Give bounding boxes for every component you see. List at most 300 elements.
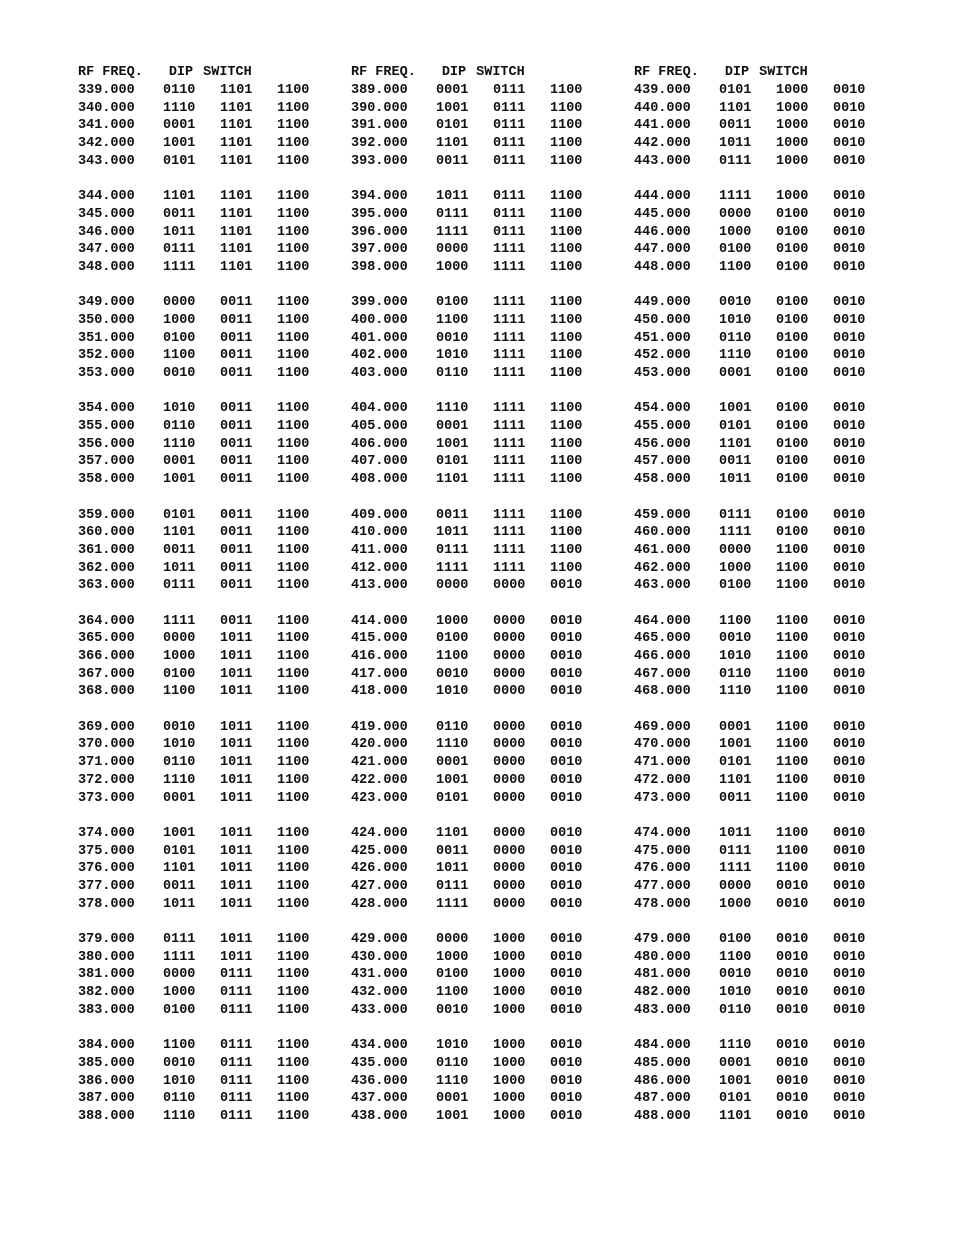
rf-freq-cell: 475.000 (634, 843, 691, 859)
dip-switch-bank-2: 1000 (493, 1091, 526, 1107)
dip-switch-bank-3: 1100 (550, 330, 583, 346)
table-row (634, 931, 890, 949)
dip-switch-bank-2: 0100 (776, 472, 809, 488)
row-group (78, 825, 334, 913)
dip-switch-bank-2: 1111 (493, 259, 526, 275)
dip-switch-bank-3: 1100 (277, 206, 310, 222)
table-row (634, 400, 890, 418)
table-row (634, 259, 890, 277)
table-row (351, 453, 607, 471)
dip-switch-bank-1: 1011 (436, 861, 469, 877)
table-row (78, 736, 334, 754)
table-row (351, 1073, 607, 1091)
table-row (351, 542, 607, 560)
dip-switch-bank-1: 1101 (163, 189, 196, 205)
dip-switch-bank-1: 0101 (436, 118, 469, 134)
table-row (634, 1073, 890, 1091)
table-row (634, 542, 890, 560)
rf-freq-cell: 339.000 (78, 83, 135, 98)
rf-freq-cell: 400.000 (351, 312, 408, 328)
dip-switch-bank-3: 1100 (277, 312, 310, 328)
dip-switch-bank-3: 0010 (833, 790, 866, 806)
rf-freq-cell: 402.000 (351, 348, 408, 364)
dip-switch-bank-2: 1000 (493, 932, 526, 947)
row-group (351, 1037, 607, 1125)
dip-switch-bank-1: 0101 (163, 153, 196, 169)
table-row (78, 153, 334, 171)
dip-switch-bank-2: 0111 (493, 189, 526, 205)
rf-freq-cell: 364.000 (78, 613, 135, 629)
table-row (351, 206, 607, 224)
dip-switch-bank-2: 1000 (493, 1002, 526, 1018)
rf-freq-cell: 459.000 (634, 507, 691, 523)
table-row (78, 754, 334, 772)
dip-switch-bank-2: 1100 (776, 649, 809, 664)
rf-freq-cell: 407.000 (351, 454, 408, 470)
dip-switch-bank-2: 1101 (220, 100, 253, 116)
table-row (351, 560, 607, 578)
dip-switch-bank-2: 1011 (220, 666, 253, 682)
rf-freq-cell: 389.000 (351, 83, 408, 98)
table-row (78, 896, 334, 914)
rf-freq-cell: 414.000 (351, 613, 408, 629)
table-row (351, 931, 607, 949)
rf-freq-cell: 420.000 (351, 737, 408, 753)
dip-switch-bank-3: 0010 (833, 312, 866, 328)
dip-switch-bank-2: 0000 (493, 737, 526, 753)
rf-freq-cell: 403.000 (351, 366, 408, 381)
dip-switch-bank-1: 0001 (163, 118, 196, 134)
table-row (634, 312, 890, 330)
dip-switch-bank-2: 1000 (776, 189, 809, 205)
table-row (351, 825, 607, 843)
rf-freq-cell: 480.000 (634, 949, 691, 965)
table-row (78, 1108, 334, 1126)
dip-switch-bank-1: 1100 (719, 949, 752, 965)
rf-freq-cell: 424.000 (351, 825, 408, 841)
rf-freq-cell: 483.000 (634, 1002, 691, 1018)
dip-switch-bank-3: 1100 (277, 1002, 310, 1018)
table-row (351, 860, 607, 878)
dip-switch-bank-1: 1000 (719, 224, 752, 240)
table-row (634, 294, 890, 312)
table-row (634, 966, 890, 984)
table-row (351, 100, 607, 118)
table-row (78, 560, 334, 578)
dip-switch-bank-1: 1011 (163, 224, 196, 240)
dip-switch-bank-3: 1100 (277, 1073, 310, 1089)
dip-switch-bank-2: 1101 (220, 189, 253, 205)
rf-freq-cell: 482.000 (634, 985, 691, 1001)
table-row (78, 507, 334, 525)
dip-switch-bank-1: 0110 (163, 419, 196, 435)
dip-switch-bank-3: 1100 (550, 206, 583, 222)
dip-switch-bank-3: 0010 (833, 772, 866, 788)
rf-freq-cell: 481.000 (634, 967, 691, 983)
table-row (78, 966, 334, 984)
dip-switch-bank-2: 0100 (776, 242, 809, 258)
dip-switch-bank-1: 1011 (436, 525, 469, 541)
dip-switch-bank-1: 0110 (163, 755, 196, 771)
dip-switch-bank-2: 1000 (493, 967, 526, 983)
dip-switch-bank-3: 1100 (550, 242, 583, 258)
dip-switch-bank-1: 1101 (719, 1108, 752, 1124)
dip-switch-bank-3: 1100 (277, 1038, 310, 1054)
dip-switch-bank-3: 1100 (277, 295, 310, 311)
dip-switch-bank-1: 0110 (163, 83, 196, 98)
rf-freq-cell: 416.000 (351, 649, 408, 664)
dip-switch-bank-1: 0111 (163, 932, 196, 947)
dip-switch-bank-3: 1100 (277, 436, 310, 452)
dip-switch-bank-3: 1100 (277, 985, 310, 1001)
dip-switch-bank-3: 1100 (277, 613, 310, 629)
table-row (634, 896, 890, 914)
table-row (351, 135, 607, 153)
column-header (634, 64, 890, 82)
dip-switch-bank-1: 1100 (719, 613, 752, 629)
dip-switch-bank-2: 0000 (493, 790, 526, 806)
dip-switch-bank-1: 0110 (436, 1055, 469, 1071)
rf-freq-cell: 345.000 (78, 206, 135, 222)
table-row (78, 648, 334, 666)
dip-switch-bank-2: 1100 (776, 772, 809, 788)
dip-switch-bank-3: 1100 (277, 401, 310, 417)
dip-switch-bank-3: 0010 (833, 401, 866, 417)
dip-switch-bank-1: 1110 (163, 436, 196, 452)
rf-freq-cell: 369.000 (78, 719, 135, 735)
table-row (351, 117, 607, 135)
dip-switch-bank-2: 0010 (776, 949, 809, 965)
dip-switch-bank-1: 0011 (719, 454, 752, 470)
table-row (78, 453, 334, 471)
row-group (78, 931, 334, 1019)
dip-switch-bank-2: 1111 (493, 330, 526, 346)
dip-switch-bank-1: 1100 (436, 649, 469, 664)
dip-switch-bank-1: 0110 (719, 1002, 752, 1018)
dip-switch-bank-2: 1100 (776, 666, 809, 682)
dip-switch-bank-3: 0010 (550, 1038, 583, 1054)
dip-switch-bank-3: 1100 (277, 631, 310, 647)
rf-freq-cell: 353.000 (78, 366, 135, 381)
dip-switch-bank-2: 0011 (220, 366, 253, 381)
dip-switch-bank-1: 0111 (719, 153, 752, 169)
table-row (351, 82, 607, 100)
dip-switch-bank-1: 1010 (719, 312, 752, 328)
dip-switch-bank-1: 0101 (436, 454, 469, 470)
dip-switch-bank-2: 1111 (493, 436, 526, 452)
table-row (351, 577, 607, 595)
dip-switch-bank-2: 1011 (220, 649, 253, 664)
rf-freq-cell: 356.000 (78, 436, 135, 452)
table-row (78, 100, 334, 118)
rf-freq-cell: 387.000 (78, 1091, 135, 1107)
table-row (634, 560, 890, 578)
dip-switch-bank-3: 1100 (550, 401, 583, 417)
dip-switch-bank-1: 1010 (436, 684, 469, 700)
table-row (634, 772, 890, 790)
row-group (634, 82, 890, 170)
rf-freq-cell: 445.000 (634, 206, 691, 222)
dip-switch-bank-1: 0011 (719, 118, 752, 134)
dip-switch-bank-2: 0000 (493, 861, 526, 877)
dip-switch-bank-3: 1100 (277, 1108, 310, 1124)
dip-switch-bank-2: 1100 (776, 825, 809, 841)
table-row (78, 400, 334, 418)
dip-switch-bank-1: 1010 (436, 1038, 469, 1054)
dip-switch-bank-1: 1111 (719, 525, 752, 541)
rf-freq-cell: 450.000 (634, 312, 691, 328)
dip-switch-bank-3: 0010 (550, 684, 583, 700)
dip-switch-bank-2: 0010 (776, 1108, 809, 1124)
dip-switch-bank-2: 0111 (220, 967, 253, 983)
dip-switch-bank-3: 0010 (550, 1108, 583, 1124)
table-row (634, 736, 890, 754)
dip-switch-bank-3: 0010 (550, 843, 583, 859)
dip-switch-bank-2: 0011 (220, 348, 253, 364)
dip-switch-bank-1: 1111 (719, 189, 752, 205)
dip-switch-bank-2: 1000 (776, 83, 809, 98)
dip-header: DIP (441, 65, 467, 80)
dip-switch-bank-3: 0010 (550, 1073, 583, 1089)
rf-freq-cell: 372.000 (78, 772, 135, 788)
dip-switch-bank-2: 0010 (776, 1038, 809, 1054)
table-row (78, 1055, 334, 1073)
table-row (78, 82, 334, 100)
dip-switch-bank-3: 1100 (277, 666, 310, 682)
table-row (634, 153, 890, 171)
dip-switch-bank-3: 1100 (550, 312, 583, 328)
rf-freq-cell: 418.000 (351, 684, 408, 700)
rf-freq-cell: 469.000 (634, 719, 691, 735)
dip-switch-bank-1: 1111 (436, 896, 469, 912)
dip-switch-bank-2: 1101 (220, 153, 253, 169)
dip-switch-bank-3: 0010 (833, 153, 866, 169)
dip-switch-bank-3: 0010 (833, 967, 866, 983)
table-row (78, 330, 334, 348)
dip-switch-bank-1: 0000 (163, 295, 196, 311)
rf-freq-cell: 355.000 (78, 419, 135, 435)
dip-switch-bank-1: 0100 (719, 932, 752, 947)
dip-switch-bank-3: 1100 (277, 224, 310, 240)
row-group (78, 188, 334, 276)
table-row (351, 719, 607, 737)
dip-switch-bank-2: 0011 (220, 312, 253, 328)
dip-switch-bank-2: 0111 (493, 153, 526, 169)
dip-switch-bank-3: 1100 (277, 843, 310, 859)
dip-switch-bank-2: 1000 (493, 1038, 526, 1054)
rf-freq-cell: 344.000 (78, 189, 135, 205)
dip-switch-bank-2: 0011 (220, 295, 253, 311)
table-row (634, 613, 890, 631)
dip-switch-bank-2: 1000 (493, 1108, 526, 1124)
table-row (351, 790, 607, 808)
dip-switch-bank-3: 1100 (277, 772, 310, 788)
dip-switch-bank-1: 1110 (163, 100, 196, 116)
dip-switch-bank-2: 1101 (220, 242, 253, 258)
dip-switch-bank-2: 1101 (220, 118, 253, 134)
dip-switch-bank-1: 0010 (163, 366, 196, 381)
dip-switch-bank-3: 0010 (550, 719, 583, 735)
rf-freq-cell: 421.000 (351, 755, 408, 771)
rf-freq-cell: 359.000 (78, 507, 135, 523)
table-row (634, 135, 890, 153)
row-group (351, 613, 607, 701)
table-row (634, 630, 890, 648)
dip-switch-bank-1: 1101 (436, 136, 469, 152)
dip-switch-bank-3: 1100 (277, 100, 310, 116)
dip-switch-bank-3: 0010 (833, 578, 866, 594)
table-row (634, 418, 890, 436)
table-row (351, 896, 607, 914)
dip-switch-bank-3: 1100 (277, 242, 310, 258)
dip-switch-bank-2: 0000 (493, 684, 526, 700)
dip-switch-bank-2: 0011 (220, 507, 253, 523)
dip-switch-bank-1: 1010 (163, 737, 196, 753)
dip-switch-bank-1: 0111 (719, 507, 752, 523)
rf-freq-cell: 383.000 (78, 1002, 135, 1018)
table-row (78, 860, 334, 878)
dip-switch-bank-3: 0010 (833, 666, 866, 682)
table-row (634, 577, 890, 595)
dip-switch-bank-1: 0000 (163, 967, 196, 983)
row-group (634, 188, 890, 276)
dip-switch-bank-1: 0001 (163, 790, 196, 806)
dip-switch-bank-2: 1011 (220, 755, 253, 771)
table-row (634, 949, 890, 967)
dip-switch-bank-1: 0100 (436, 967, 469, 983)
dip-switch-bank-1: 0100 (719, 578, 752, 594)
dip-switch-bank-2: 0100 (776, 525, 809, 541)
dip-switch-bank-2: 1011 (220, 719, 253, 735)
dip-switch-bank-1: 1000 (163, 312, 196, 328)
rf-freq-cell: 365.000 (78, 631, 135, 647)
rf-freq-cell: 457.000 (634, 454, 691, 470)
dip-switch-bank-1: 1111 (436, 224, 469, 240)
rf-freq-cell: 456.000 (634, 436, 691, 452)
rf-freq-cell: 462.000 (634, 560, 691, 576)
dip-switch-bank-2: 0111 (220, 1002, 253, 1018)
dip-switch-bank-1: 0110 (719, 330, 752, 346)
rf-freq-cell: 474.000 (634, 825, 691, 841)
rf-freq-cell: 442.000 (634, 136, 691, 152)
rf-freq-cell: 411.000 (351, 542, 408, 558)
dip-switch-bank-2: 1000 (493, 985, 526, 1001)
table-row (351, 878, 607, 896)
dip-switch-bank-1: 0111 (436, 878, 469, 894)
table-row (351, 330, 607, 348)
dip-switch-bank-3: 1100 (277, 259, 310, 275)
dip-switch-bank-1: 0100 (163, 330, 196, 346)
row-group (78, 719, 334, 807)
dip-switch-bank-3: 1100 (277, 83, 310, 98)
dip-switch-bank-2: 0111 (493, 100, 526, 116)
dip-switch-bank-2: 0000 (493, 825, 526, 841)
dip-switch-bank-3: 0010 (833, 843, 866, 859)
dip-switch-bank-2: 0010 (776, 1091, 809, 1107)
dip-switch-bank-2: 0111 (220, 1038, 253, 1054)
table-row (351, 188, 607, 206)
table-row (634, 984, 890, 1002)
dip-switch-bank-2: 0010 (776, 896, 809, 912)
dip-switch-bank-2: 0010 (776, 985, 809, 1001)
table-row (78, 259, 334, 277)
dip-switch-bank-3: 0010 (833, 366, 866, 381)
dip-switch-bank-1: 1000 (163, 649, 196, 664)
dip-switch-bank-2: 0100 (776, 224, 809, 240)
rf-freq-cell: 446.000 (634, 224, 691, 240)
dip-switch-bank-1: 0000 (436, 932, 469, 947)
dip-switch-bank-1: 1011 (163, 896, 196, 912)
dip-switch-bank-1: 1101 (163, 861, 196, 877)
rf-freq-cell: 395.000 (351, 206, 408, 222)
dip-switch-bank-3: 0010 (550, 985, 583, 1001)
dip-switch-bank-1: 0101 (719, 755, 752, 771)
dip-switch-bank-3: 1100 (277, 454, 310, 470)
rf-freq-cell: 440.000 (634, 100, 691, 116)
dip-switch-bank-3: 0010 (550, 967, 583, 983)
table-row (78, 630, 334, 648)
dip-switch-bank-2: 1111 (493, 401, 526, 417)
dip-switch-bank-1: 0110 (436, 366, 469, 381)
dip-switch-bank-2: 0000 (493, 755, 526, 771)
table-row (634, 648, 890, 666)
dip-switch-bank-2: 0100 (776, 348, 809, 364)
rf-freq-cell: 485.000 (634, 1055, 691, 1071)
table-row (78, 772, 334, 790)
dip-switch-bank-2: 1111 (493, 507, 526, 523)
dip-switch-bank-2: 1100 (776, 578, 809, 594)
freq-table-column-2 (351, 64, 607, 1143)
dip-switch-bank-3: 0010 (833, 932, 866, 947)
table-row (78, 666, 334, 684)
dip-switch-bank-1: 0001 (163, 454, 196, 470)
table-row (78, 1037, 334, 1055)
dip-switch-bank-3: 1100 (277, 330, 310, 346)
dip-switch-bank-1: 1101 (436, 825, 469, 841)
dip-switch-bank-1: 1001 (719, 737, 752, 753)
dip-switch-bank-2: 1111 (493, 348, 526, 364)
dip-switch-bank-1: 0011 (163, 206, 196, 222)
table-row (78, 312, 334, 330)
dip-switch-bank-1: 0100 (719, 242, 752, 258)
dip-switch-bank-2: 1111 (493, 312, 526, 328)
dip-switch-bank-3: 0010 (833, 1002, 866, 1018)
table-row (634, 471, 890, 489)
dip-switch-bank-3: 1100 (277, 153, 310, 169)
rf-freq-cell: 427.000 (351, 878, 408, 894)
dip-switch-bank-1: 0011 (436, 507, 469, 523)
dip-switch-bank-1: 1001 (719, 1073, 752, 1089)
dip-switch-bank-1: 1100 (163, 1038, 196, 1054)
table-row (634, 1037, 890, 1055)
dip-switch-bank-2: 0011 (220, 472, 253, 488)
dip-switch-bank-1: 0010 (163, 1055, 196, 1071)
rf-freq-cell: 375.000 (78, 843, 135, 859)
dip-switch-bank-1: 1110 (436, 737, 469, 753)
row-group (351, 507, 607, 595)
row-group (634, 931, 890, 1019)
table-row (78, 542, 334, 560)
rf-freq-cell: 380.000 (78, 949, 135, 965)
dip-switch-bank-2: 0011 (220, 419, 253, 435)
switch-header: SWITCH (759, 65, 808, 80)
table-row (351, 843, 607, 861)
table-row (351, 984, 607, 1002)
dip-switch-bank-1: 0101 (719, 83, 752, 98)
dip-switch-bank-2: 1100 (776, 560, 809, 576)
column-header (351, 64, 607, 82)
dip-switch-bank-2: 1111 (493, 542, 526, 558)
